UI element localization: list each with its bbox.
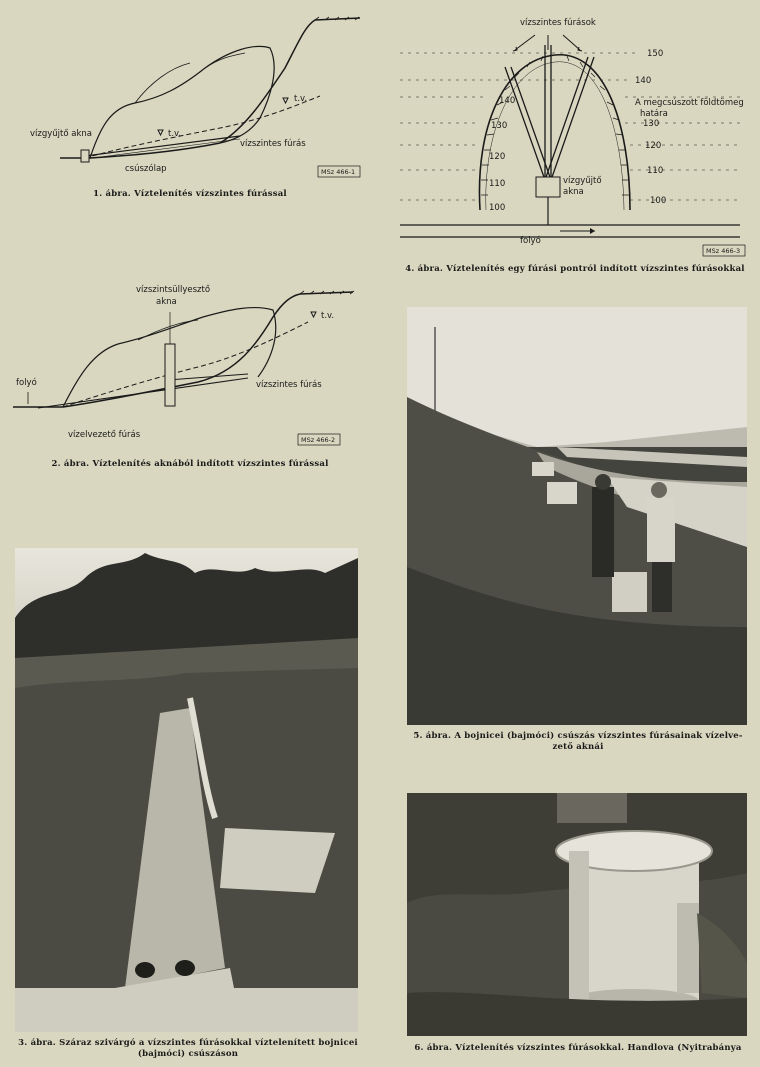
fig4-contour-right-110: 110 [647, 166, 664, 176]
fig4-contour-left-110: 110 [489, 179, 506, 189]
fig4-tomeg1-label: A megcsúszott földtömeg [635, 98, 744, 108]
fig2-stamp: MSz 466-2 [301, 436, 336, 444]
fig4-tomeg2-label: határa [640, 109, 668, 119]
fig4-contour-left-120: 120 [489, 152, 506, 162]
figure-3-photo [15, 548, 358, 1032]
fig1-tv1-label: t.v. [168, 129, 182, 139]
fig1-csuszolap-label: csúszólap [125, 164, 167, 174]
fig1-furas-label: vízszintes fúrás [240, 139, 306, 149]
figure-4-caption: 4. ábra. Víztelenítés egy fúrási pontról indított vízszintes fúrásokkal [405, 264, 745, 274]
fig4-contour-right-140: 140 [635, 76, 652, 86]
fig4-contour-right-100: 100 [650, 196, 667, 206]
figure-2-caption: 2. ábra. Víztelenítés aknából indított vízszintes fúrással [51, 459, 329, 469]
fig1-tv2-label: t.v. [294, 94, 308, 104]
fig4-contour-left-130: 130 [491, 121, 508, 131]
fig2-furas-label: vízszintes fúrás [256, 380, 322, 390]
figure-4-diagram [395, 5, 755, 260]
figure-2-diagram [8, 282, 368, 452]
fig2-akna-top-label: vízszintsüllyesztő [136, 285, 211, 295]
fig4-top-label: vízszintes fúrások [520, 18, 596, 28]
fig4-akna2-label: akna [563, 187, 584, 197]
fig4-akna1-label: vízgyűjtő [563, 176, 602, 186]
figure-5-photo [407, 307, 747, 725]
fig4-contour-right-130: 130 [643, 119, 660, 129]
figure-6-photo [407, 793, 747, 1036]
fig2-folyo-label: folyó [16, 378, 37, 388]
fig4-folyo-label: folyó [520, 236, 541, 246]
fig2-vizelvezeto-label: vízelvezető fúrás [68, 430, 141, 440]
fig1-stamp: MSz 466-1 [321, 168, 356, 176]
fig4-contour-right-150: 150 [647, 49, 664, 59]
figure-3-caption-line2: (bajmóci) csúszáson [137, 1049, 239, 1059]
figure-3-caption-line1: 3. ábra. Száraz szivárgó a vízszintes fúrásokkal víztelenített bojnicei [18, 1038, 358, 1048]
fig4-stamp: MSz 466-3 [706, 247, 741, 255]
fig4-contour-right-120: 120 [645, 141, 662, 151]
figure-5-caption-line2: zető aknái [552, 742, 604, 752]
fig1-akna-label: vízgyűjtő akna [30, 129, 92, 139]
figure-1-caption: 1. ábra. Víztelenítés vízszintes fúrással [93, 189, 287, 199]
figure-6-caption: 6. ábra. Víztelenítés vízszintes fúrásokkal. Handlova (Nyitrabánya [414, 1043, 742, 1053]
fig2-tv-label: t.v. [321, 311, 335, 321]
fig2-akna-bottom-label: akna [156, 297, 177, 307]
fig4-contour-left-140: 140 [499, 96, 516, 106]
figure-1-diagram [30, 8, 370, 183]
figure-5-caption-line1: 5. ábra. A bojnicei (bajmóci) csúszás vízszintes fúrásainak vízelve- [413, 731, 743, 741]
fig4-contour-left-100: 100 [489, 203, 506, 213]
